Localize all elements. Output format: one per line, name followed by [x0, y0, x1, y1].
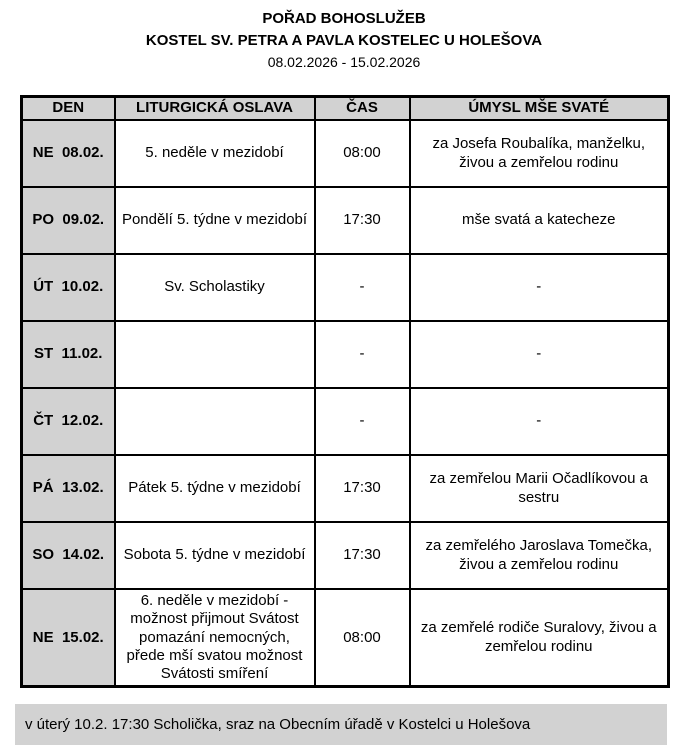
time-cell: 08:00	[315, 589, 410, 687]
day-cell: NE 15.02.	[22, 589, 115, 687]
time-cell: -	[315, 388, 410, 455]
celebration-cell: 5. neděle v mezidobí	[115, 120, 315, 187]
celebration-cell: Pondělí 5. týdne v mezidobí	[115, 187, 315, 254]
time-cell: 17:30	[315, 455, 410, 522]
table-row	[22, 455, 669, 522]
time-cell: 08:00	[315, 120, 410, 187]
date-range: 08.02.2026 - 15.02.2026	[267, 53, 421, 70]
page-title: POŘAD BOHOSLUŽEB	[262, 10, 426, 27]
schedule-body	[22, 120, 669, 687]
column-header-den: DEN	[22, 96, 115, 120]
celebration-cell	[115, 388, 315, 455]
table-row	[22, 321, 669, 388]
day-cell: ČT 12.02.	[22, 388, 115, 455]
time-cell: -	[315, 254, 410, 321]
intention-cell: mše svatá a katecheze	[410, 187, 669, 254]
table-row	[22, 522, 669, 589]
column-header-oslava: LITURGICKÁ OSLAVA	[115, 96, 315, 120]
day-cell: ST 11.02.	[22, 321, 115, 388]
intention-cell: za zemřelé rodiče Suralovy, živou a zemřelou rodinu	[410, 589, 669, 687]
celebration-cell: 6. neděle v mezidobí - možnost přijmout Svátost pomazání nemocných, přede mší svatou možnost Svátosti smíření	[115, 589, 315, 687]
intention-cell: -	[410, 321, 669, 388]
document-header	[0, 0, 688, 73]
time-cell: 17:30	[315, 522, 410, 589]
intention-cell: za Josefa Roubalíka, manželku, živou a zemřelou rodinu	[410, 120, 669, 187]
time-cell: 17:30	[315, 187, 410, 254]
footer-note-text: v úterý 10.2. 17:30 Scholička, sraz na Obecním úřadě v Kostelci u Holešova	[25, 716, 531, 734]
table-row	[22, 388, 669, 455]
page-subtitle: KOSTEL SV. PETRA A PAVLA KOSTELEC U HOLEŠOVA	[145, 31, 543, 49]
table-row	[22, 120, 669, 187]
column-header-cas: ČAS	[315, 96, 410, 120]
day-cell: PÁ 13.02.	[22, 455, 115, 522]
table-row	[22, 589, 669, 687]
column-header-umysl: ÚMYSL MŠE SVATÉ	[410, 96, 669, 120]
celebration-cell: Sobota 5. týdne v mezidobí	[115, 522, 315, 589]
day-cell: PO 09.02.	[22, 187, 115, 254]
table-row	[22, 187, 669, 254]
intention-cell: za zemřelého Jaroslava Tomečka, živou a zemřelou rodinu	[410, 522, 669, 589]
celebration-cell: Sv. Scholastiky	[115, 254, 315, 321]
schedule-table	[20, 95, 670, 689]
intention-cell: -	[410, 388, 669, 455]
intention-cell: -	[410, 254, 669, 321]
celebration-cell	[115, 321, 315, 388]
time-cell: -	[315, 321, 410, 388]
day-cell: ÚT 10.02.	[22, 254, 115, 321]
day-cell: SO 14.02.	[22, 522, 115, 589]
schedule-table-head	[22, 96, 669, 120]
footer-note	[15, 704, 667, 745]
day-cell: NE 08.02.	[22, 120, 115, 187]
header-row	[22, 96, 669, 120]
table-row	[22, 254, 669, 321]
celebration-cell: Pátek 5. týdne v mezidobí	[115, 455, 315, 522]
intention-cell: za zemřelou Marii Očadlíkovou a sestru	[410, 455, 669, 522]
